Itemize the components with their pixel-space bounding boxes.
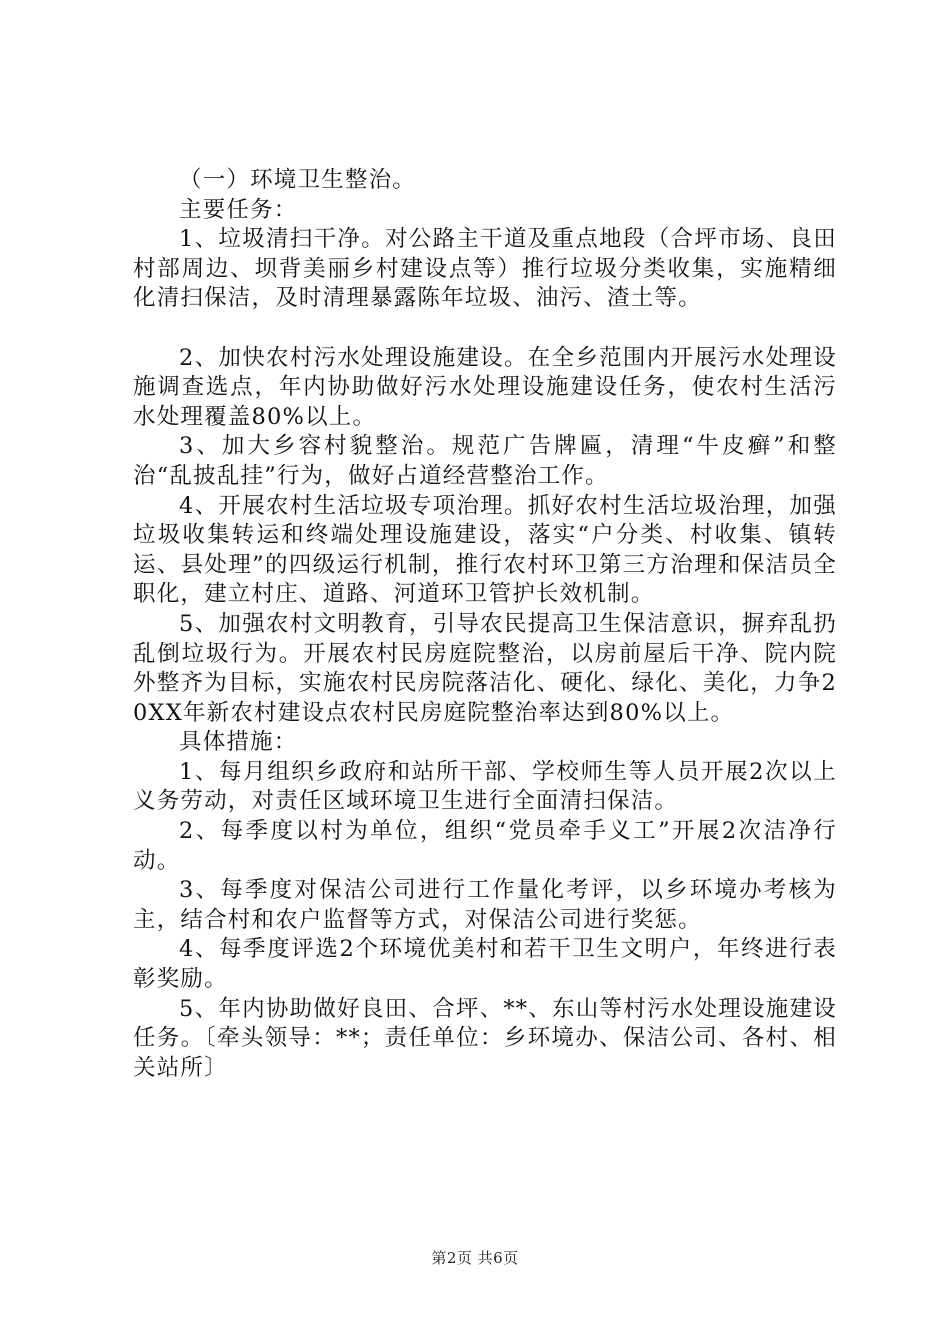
measure-paragraph: 1、每月组织乡政府和站所干部、学校师生等人员开展2次以上义务劳动，对责任区域环境卫生进行全面清扫保洁。: [133, 758, 837, 815]
main-tasks-heading: 主要任务：: [179, 196, 298, 223]
main-task-paragraph: 2、加快农村污水处理设施建设。在全乡范围内开展污水处理设施调查选点，年内协助做好污水处理设施建设任务，使农村生活污水处理覆盖80%以上。: [133, 344, 837, 430]
measure-paragraph: 5、年内协助做好良田、合坪、**、东山等村污水处理设施建设任务。〔牵头领导：**；责任单位：乡环境办、保洁公司、各村、相关站所〕: [133, 995, 837, 1081]
measure-paragraph: 4、每季度评选2个环境优美村和若干卫生文明户，年终进行表彰奖励。: [133, 936, 837, 993]
page-number-footer: 第2页 共6页: [431, 1249, 519, 1267]
document-body: [133, 166, 837, 1083]
main-task-paragraph: 4、开展农村生活垃圾专项治理。抓好农村生活垃圾治理，加强垃圾收集转运和终端处理设施建设，落实“户分类、村收集、镇转运、县处理”的四级运行机制，推行农村环卫第三方治理和保洁员全职化，建立村庄、道路、河道环卫管护长效机制。: [133, 492, 837, 608]
main-task-paragraph: 1、垃圾清扫干净。对公路主干道及重点地段（合坪市场、良田村部周边、坝背美丽乡村建设点等）推行垃圾分类收集，实施精细化清扫保洁，及时清理暴露陈年垃圾、油污、渣土等。: [133, 226, 837, 312]
measure-paragraph: 2、每季度以村为单位，组织“党员牵手义工”开展2次洁净行动。: [133, 818, 837, 874]
main-task-paragraph: 5、加强农村文明教育，引导农民提高卫生保洁意识，摒弃乱扔乱倒垃圾行为。开展农村民房庭院整治，以房前屋后干净、院内院外整齐为目标，实施农村民房院落洁化、硬化、绿化、美化，力争20XX年新农村建设点农村民房庭院整治率达到80%以上。: [133, 610, 837, 726]
measures-heading: 具体措施：: [179, 729, 298, 756]
measure-paragraph: 3、每季度对保洁公司进行工作量化考评，以乡环境办考核为主，结合村和农户监督等方式，对保洁公司进行奖惩。: [133, 877, 837, 933]
section-title: （一）环境卫生整治。: [179, 167, 417, 193]
main-task-paragraph: 3、加大乡容村貌整治。规范广告牌匾，清理“牛皮癣”和整治“乱披乱挂”行为，做好占道经营整治工作。: [133, 433, 837, 489]
